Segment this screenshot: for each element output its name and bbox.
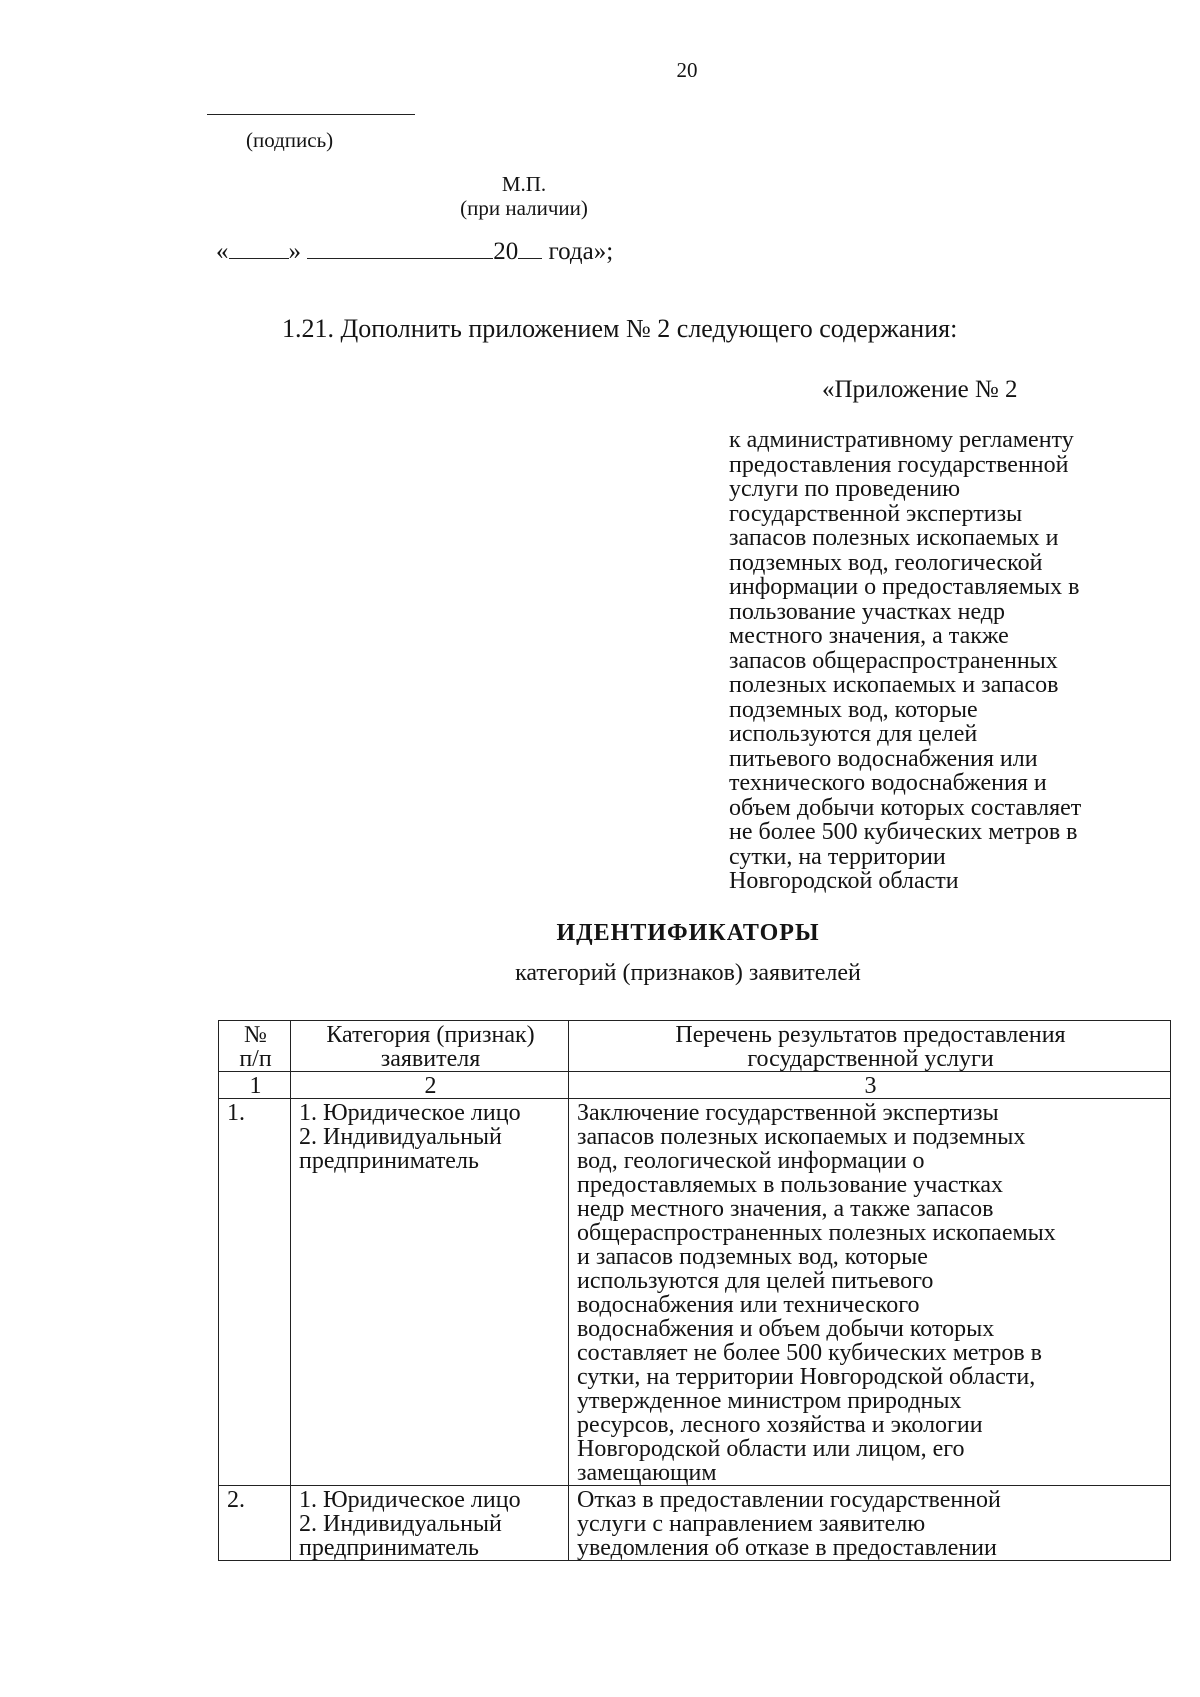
result-line: вод, геологической информации о bbox=[577, 1148, 925, 1174]
appendix-subtitle-line: подземных вод, которые bbox=[729, 696, 978, 723]
applicant-categories-table bbox=[218, 1020, 1171, 1561]
header-line: государственной услуги bbox=[747, 1046, 994, 1072]
appendix-subtitle-line: услуги по проведению bbox=[729, 476, 961, 502]
identifiers-heading: ИДЕНТИФИКАТОРЫ bbox=[556, 920, 820, 946]
row-results bbox=[569, 1099, 1171, 1486]
table-header-row bbox=[219, 1021, 1171, 1072]
appendix-subtitle-line: запасов общераспространенных bbox=[729, 647, 1058, 674]
category-line: предприниматель bbox=[299, 1535, 479, 1561]
stamp-note: (при наличии) bbox=[460, 196, 588, 220]
column-number: 2 bbox=[291, 1072, 569, 1099]
date-open-quote: « bbox=[216, 238, 229, 265]
row-category bbox=[291, 1099, 569, 1486]
result-line: Отказ в предоставлении государственной bbox=[577, 1487, 1001, 1513]
header-category bbox=[291, 1021, 569, 1072]
column-number: 3 bbox=[569, 1072, 1171, 1099]
appendix-subtitle-line: полезных ископаемых и запасов bbox=[729, 672, 1059, 698]
result-line: запасов полезных ископаемых и подземных bbox=[577, 1124, 1026, 1150]
appendix-subtitle-line: Новгородской области bbox=[729, 868, 959, 894]
date-line bbox=[216, 238, 613, 266]
signature-line bbox=[207, 114, 415, 115]
header-results bbox=[569, 1021, 1171, 1072]
appendix-subtitle-line: государственной экспертизы bbox=[729, 500, 1023, 527]
date-suffix: года»; bbox=[542, 238, 614, 265]
category-line: 1. Юридическое лицо bbox=[299, 1100, 521, 1126]
date-close-quote: » bbox=[288, 238, 301, 265]
result-line: замещающим bbox=[577, 1460, 717, 1486]
header-line: п/п bbox=[239, 1046, 272, 1072]
appendix-subtitle-line: подземных вод, геологической bbox=[729, 549, 1043, 576]
column-number: 1 bbox=[219, 1072, 291, 1099]
header-line: заявителя bbox=[380, 1046, 481, 1072]
category-line: 1. Юридическое лицо bbox=[299, 1487, 521, 1513]
header-line: Категория (признак) bbox=[326, 1022, 535, 1048]
appendix-subtitle-line: не более 500 кубических метров в bbox=[729, 819, 1078, 845]
row-category bbox=[291, 1486, 569, 1561]
table-row bbox=[219, 1486, 1171, 1561]
result-line: общераспространенных полезных ископаемых bbox=[577, 1220, 1056, 1246]
day-blank bbox=[229, 257, 289, 259]
result-line: предоставляемых в пользование участках bbox=[577, 1172, 1004, 1198]
result-line: и запасов подземных вод, которые bbox=[577, 1244, 928, 1270]
appendix-subtitle-line: к административному регламенту bbox=[729, 427, 1074, 453]
appendix-subtitle bbox=[729, 428, 1169, 894]
header-line: № bbox=[244, 1022, 267, 1048]
result-line: уведомления об отказе в предоставлении bbox=[577, 1535, 997, 1561]
result-line: сутки, на территории Новгородской области, bbox=[577, 1364, 1036, 1390]
result-line: утвержденное министром природных bbox=[577, 1388, 962, 1414]
row-number: 2. bbox=[219, 1486, 291, 1561]
appendix-subtitle-line: технического водоснабжения и bbox=[729, 770, 1047, 796]
year-blank bbox=[518, 257, 542, 259]
result-line: Новгородской области или лицом, его bbox=[577, 1436, 965, 1462]
result-line: ресурсов, лесного хозяйства и экологии bbox=[577, 1412, 983, 1438]
appendix-subtitle-line: предоставления государственной bbox=[729, 451, 1069, 478]
column-number-row bbox=[219, 1072, 1171, 1099]
stamp-block bbox=[0, 172, 1048, 220]
appendix-subtitle-line: используются для целей bbox=[729, 721, 978, 747]
result-line: услуги с направлением заявителю bbox=[577, 1511, 926, 1537]
page-number: 20 bbox=[676, 58, 698, 82]
appendix-title: «Приложение № 2 bbox=[822, 376, 1018, 403]
result-line: Заключение государственной экспертизы bbox=[577, 1100, 999, 1126]
signature-caption: (подпись) bbox=[246, 128, 334, 152]
table-row bbox=[219, 1099, 1171, 1486]
row-results bbox=[569, 1486, 1171, 1561]
appendix-subtitle-line: местного значения, а также bbox=[729, 623, 1009, 649]
month-blank bbox=[307, 257, 493, 259]
identifiers-subheading: категорий (признаков) заявителей bbox=[515, 960, 861, 986]
appendix-subtitle-line: пользование участках недр bbox=[729, 598, 1005, 625]
result-line: водоснабжения и объем добычи которых bbox=[577, 1316, 995, 1342]
appendix-subtitle-line: сутки, на территории bbox=[729, 843, 946, 870]
category-line: 2. Индивидуальный bbox=[299, 1511, 502, 1537]
result-line: составляет не более 500 кубических метров в bbox=[577, 1340, 1042, 1366]
result-line: водоснабжения или технического bbox=[577, 1292, 920, 1318]
result-line: недр местного значения, а также запасов bbox=[577, 1196, 994, 1222]
category-line: 2. Индивидуальный bbox=[299, 1124, 502, 1150]
stamp-label: М.П. bbox=[501, 172, 547, 196]
category-line: предприниматель bbox=[299, 1148, 479, 1174]
appendix-subtitle-line: питьевого водоснабжения или bbox=[729, 745, 1038, 772]
appendix-subtitle-line: запасов полезных ископаемых и bbox=[729, 525, 1059, 551]
year-prefix: 20 bbox=[493, 238, 519, 265]
appendix-subtitle-line: информации о предоставляемых в bbox=[729, 574, 1080, 600]
appendix-subtitle-line: объем добычи которых составляет bbox=[729, 794, 1082, 821]
result-line: используются для целей питьевого bbox=[577, 1268, 934, 1294]
clause-text: 1.21. Дополнить приложением № 2 следующего содержания: bbox=[282, 314, 958, 343]
row-number: 1. bbox=[219, 1099, 291, 1486]
header-number bbox=[219, 1021, 291, 1072]
header-line: Перечень результатов предоставления bbox=[675, 1022, 1066, 1048]
